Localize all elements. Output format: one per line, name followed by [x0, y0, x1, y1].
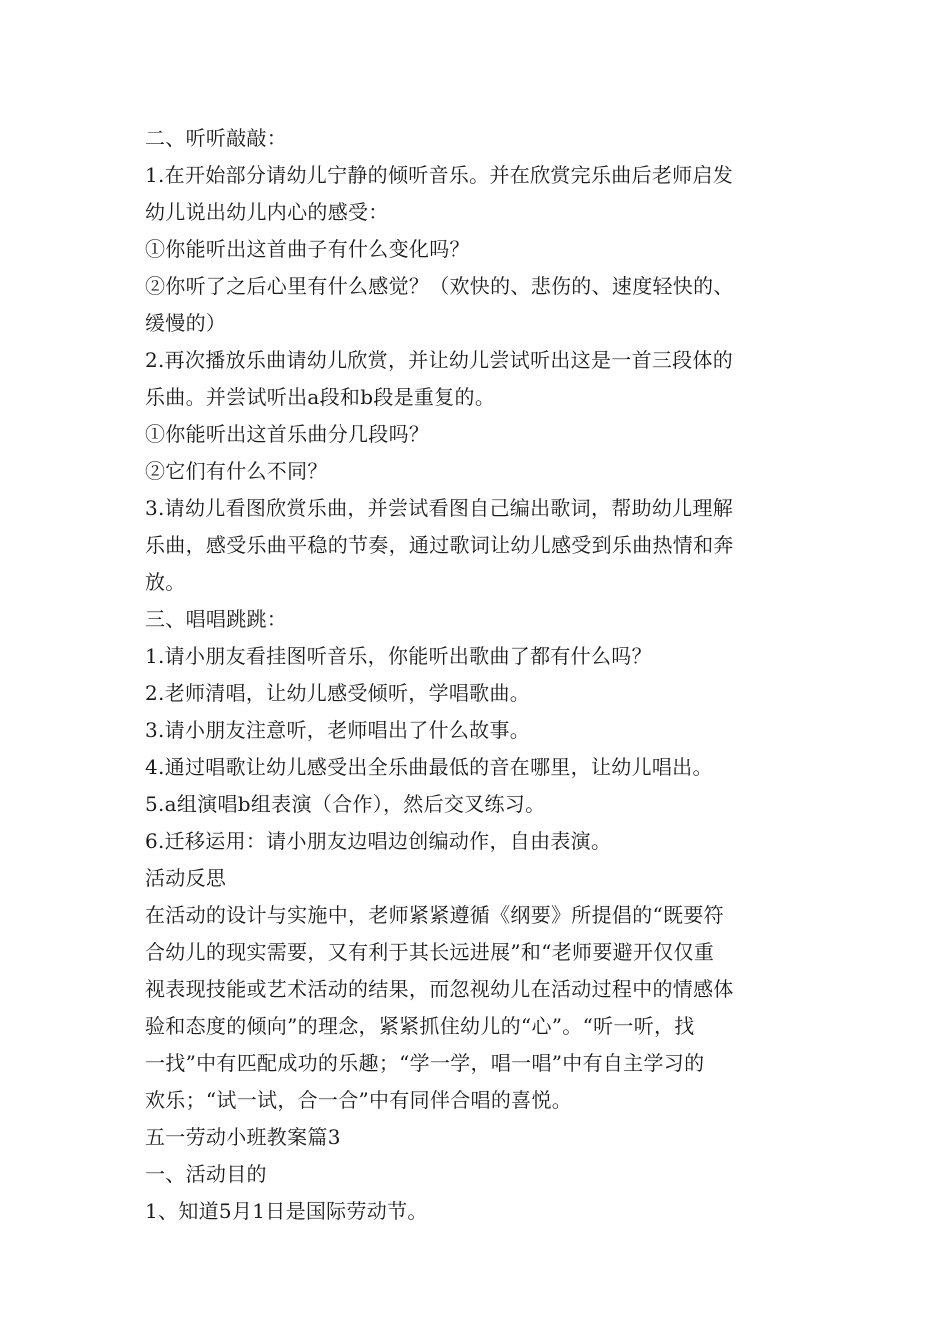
section-heading-sing-dance: 三、唱唱跳跳：	[145, 607, 288, 631]
paragraph-line: 在活动的设计与实施中，老师紧紧遵循《纲要》所提倡的“既要符	[145, 903, 724, 927]
list-item: 4.通过唱歌让幼儿感受出全乐曲最低的音在哪里，让幼儿唱出。	[145, 755, 713, 779]
list-item: 3.请小朋友注意听，老师唱出了什么故事。	[145, 718, 531, 742]
list-item: 1、知道5月1日是国际劳动节。	[145, 1199, 428, 1223]
paragraph-line: 验和态度的倾向”的理念，紧紧抓住幼儿的“心”。“听一听，找	[145, 1014, 695, 1038]
lesson-plan-title: 五一劳动小班教案篇3	[145, 1125, 341, 1149]
paragraph-line: 一找”中有匹配成功的乐趣；“学一学，唱一唱”中有自主学习的	[145, 1051, 705, 1075]
list-item: 6.迁移运用：请小朋友边唱边创编动作，自由表演。	[145, 829, 612, 853]
paragraph-line: 合幼儿的现实需要，又有利于其长远进展”和“老师要避开仅仅重	[145, 940, 715, 964]
question-line: ①你能听出这首乐曲分几段吗？	[145, 422, 430, 446]
list-item: 1.请小朋友看挂图听音乐，你能听出歌曲了都有什么吗？	[145, 644, 652, 668]
paragraph-line: 欢乐；“试一试，合一合”中有同伴合唱的喜悦。	[145, 1088, 573, 1112]
section-heading-reflection: 活动反思	[145, 866, 227, 890]
paragraph-line: 幼儿说出幼儿内心的感受：	[145, 200, 389, 224]
paragraph-line: 2.再次播放乐曲请幼儿欣赏，并让幼儿尝试听出这是一首三段体的	[145, 348, 734, 372]
paragraph-line: 缓慢的）	[145, 311, 227, 335]
paragraph-line: 乐曲。并尝试听出a段和b段是重复的。	[145, 385, 496, 409]
question-line: ①你能听出这首曲子有什么变化吗？	[145, 237, 470, 261]
question-line: ②你听了之后心里有什么感觉？（欢快的、悲伤的、速度轻快的、	[145, 274, 734, 298]
paragraph-line: 乐曲，感受乐曲平稳的节奏，通过歌词让幼儿感受到乐曲热情和奔	[145, 533, 734, 557]
paragraph-line: 视表现技能或艺术活动的结果，而忽视幼儿在活动过程中的情感体	[145, 977, 734, 1001]
section-heading-goals: 一、活动目的	[145, 1162, 267, 1186]
section-heading-listen-knock: 二、听听敲敲：	[145, 126, 288, 150]
question-line: ②它们有什么不同？	[145, 459, 328, 483]
paragraph-line: 放。	[145, 570, 186, 594]
list-item: 5.a组演唱b组表演（合作），然后交叉练习。	[145, 792, 546, 816]
paragraph-line: 3.请幼儿看图欣赏乐曲，并尝试看图自己编出歌词，帮助幼儿理解	[145, 496, 734, 520]
list-item: 2.老师清唱，让幼儿感受倾听，学唱歌曲。	[145, 681, 531, 705]
paragraph-line: 1.在开始部分请幼儿宁静的倾听音乐。并在欣赏完乐曲后老师启发	[145, 163, 734, 187]
document-body	[145, 120, 810, 1230]
